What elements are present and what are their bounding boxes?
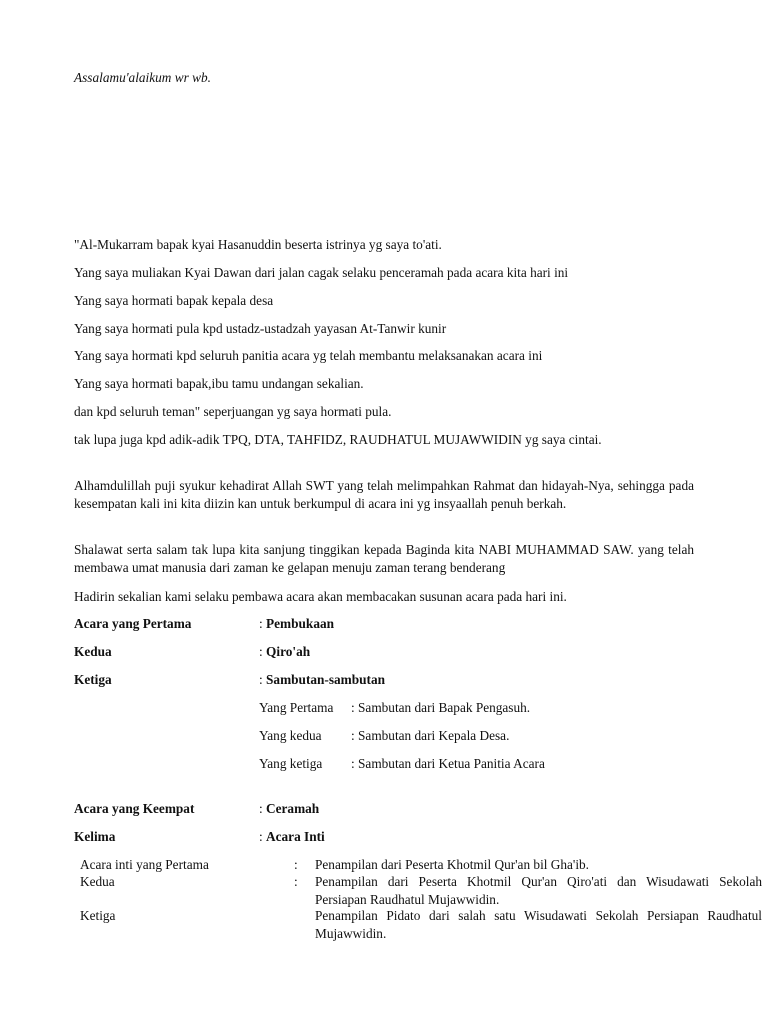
greeting: Assalamu'alaikum wr wb. — [74, 70, 211, 85]
salutation-line: dan kpd seluruh teman" seperjuangan yg saya hormati pula. — [74, 404, 392, 419]
acara-value — [259, 800, 319, 818]
paragraph-shalawat: Shalawat serta salam tak lupa kita sanjung tinggikan kepada Baginda kita NABI MUHAMMAD SAW. yang telah membawa umat manusia dari zaman ke gelapan menuju zaman terang benderang — [74, 542, 694, 575]
inti-colon: : — [294, 857, 298, 872]
acara-item — [74, 643, 694, 661]
acara-item — [74, 671, 694, 689]
acara-colon: : — [259, 829, 267, 844]
acara-value — [259, 615, 334, 633]
acara-colon: : — [259, 801, 267, 816]
inti-label: Ketiga — [80, 908, 116, 923]
acara-label: Kedua — [74, 644, 112, 659]
acara-value-text: Acara Inti — [266, 829, 325, 844]
inti-text: Penampilan dari Peserta Khotmil Qur'an bil Gha'ib. — [315, 857, 589, 872]
inti-text: Penampilan Pidato dari salah satu Wisudawati Sekolah Persiapan Raudhatul Mujawwidin. — [315, 908, 762, 941]
inti-item — [80, 907, 762, 943]
acara-value-text: Ceramah — [266, 801, 320, 816]
salutation-line: Yang saya hormati bapak kepala desa — [74, 293, 274, 308]
acara-item — [74, 800, 694, 818]
acara-label: Acara yang Keempat — [74, 801, 195, 816]
acara-item — [74, 828, 694, 846]
inti-item — [80, 856, 762, 874]
acara-colon: : — [259, 616, 267, 631]
inti-text: Penampilan dari Peserta Khotmil Qur'an Qiro'ati dan Wisudawati Sekolah Persiapan Raudhatul Mujawwidin. — [315, 874, 762, 907]
sambutan-item — [259, 699, 530, 717]
acara-value-text: Qiro'ah — [266, 644, 311, 659]
acara-label: Acara yang Pertama — [74, 616, 192, 631]
sambutan-label: Yang kedua — [259, 728, 322, 743]
inti-label: Kedua — [80, 874, 115, 889]
acara-item — [74, 615, 694, 633]
acara-value — [259, 671, 385, 689]
inti-colon: : — [294, 874, 298, 889]
acara-label: Kelima — [74, 829, 116, 844]
acara-value — [259, 828, 325, 846]
sambutan-item — [259, 755, 545, 773]
salutation-line: Yang saya muliakan Kyai Dawan dari jalan cagak selaku penceramah pada acara kita hari ini — [74, 265, 569, 280]
paragraph-alhamdulillah: Alhamdulillah puji syukur kehadirat Allah SWT yang telah melimpahkan Rahmat dan hidayah-Nya, sehingga pada kesempatan kali ini kita diizin kan untuk berkumpul di acara ini yg insyaallah penuh berkah. — [74, 478, 694, 511]
acara-value-text: Sambutan-sambutan — [266, 672, 386, 687]
salutation-line: Yang saya hormati kpd seluruh panitia acara yg telah membantu melaksanakan acara ini — [74, 348, 543, 363]
salutation-line: "Al-Mukarram bapak kyai Hasanuddin beserta istrinya yg saya to'ati. — [74, 237, 442, 252]
salutation-line: Yang saya hormati bapak,ibu tamu undangan sekalian. — [74, 376, 364, 391]
sambutan-text: : Sambutan dari Kepala Desa. — [351, 728, 510, 743]
acara-colon: : — [259, 672, 267, 687]
salutation-line: Yang saya hormati pula kpd ustadz-ustadzah yayasan At-Tanwir kunir — [74, 321, 447, 336]
paragraph-hadirin: Hadirin sekalian kami selaku pembawa acara akan membacakan susunan acara pada hari ini. — [74, 589, 567, 604]
acara-value — [259, 643, 310, 661]
inti-item — [80, 873, 762, 909]
inti-label: Acara inti yang Pertama — [80, 857, 209, 872]
sambutan-item — [259, 727, 509, 745]
sambutan-label: Yang Pertama — [259, 700, 334, 715]
sambutan-text: : Sambutan dari Ketua Panitia Acara — [351, 756, 545, 771]
acara-colon: : — [259, 644, 267, 659]
acara-value-text: Pembukaan — [266, 616, 335, 631]
acara-label: Ketiga — [74, 672, 112, 687]
sambutan-text: : Sambutan dari Bapak Pengasuh. — [351, 700, 531, 715]
paragraph-adik: tak lupa juga kpd adik-adik TPQ, DTA, TAHFIDZ, RAUDHATUL MUJAWWIDIN yg saya cintai. — [74, 432, 602, 447]
sambutan-label: Yang ketiga — [259, 756, 323, 771]
